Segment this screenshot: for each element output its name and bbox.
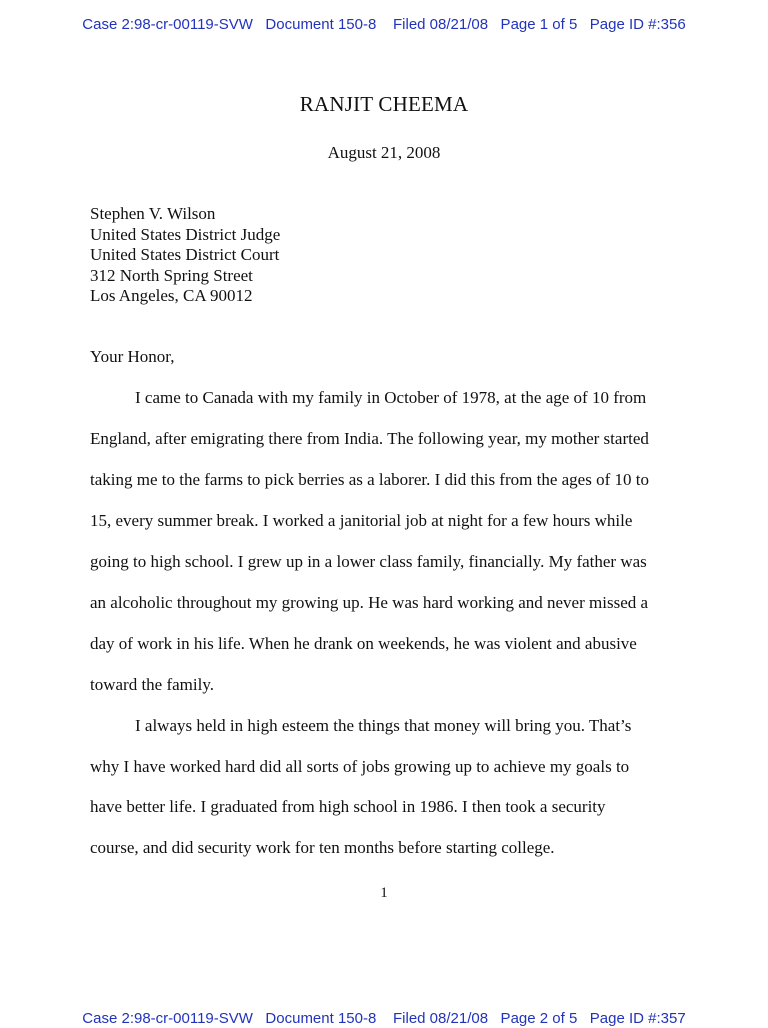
- filing-header: Case 2:98-cr-00119-SVW Document 150-8 Filed 08/21/08 Page 2 of 5 Page ID #:357: [82, 1010, 686, 1027]
- letter-date: August 21, 2008: [327, 143, 441, 162]
- body-text-line: I always held in high esteem the things that money will bring you. That’s: [135, 716, 632, 735]
- body-text-line: England, after emigrating there from India. The following year, my mother started: [90, 429, 649, 448]
- body-text-line: course, and did security work for ten months before starting college.: [90, 838, 555, 857]
- address-line: United States District Judge: [90, 224, 281, 244]
- body-text-line: have better life. I graduated from high school in 1986. I then took a security: [90, 797, 606, 816]
- address-line: Los Angeles, CA 90012: [90, 286, 253, 305]
- body-text-line: 15, every summer break. I worked a janitorial job at night for a few hours while: [90, 511, 633, 530]
- address-line: Stephen V. Wilson: [90, 204, 216, 223]
- filing-header: Case 2:98-cr-00119-SVW Document 150-8 Filed 08/21/08 Page 1 of 5 Page ID #:356: [82, 16, 686, 33]
- body-text-line: toward the family.: [90, 675, 214, 694]
- salutation: Your Honor,: [90, 347, 175, 366]
- body-text-line: taking me to the farms to pick berries as a laborer. I did this from the ages of 10 to: [90, 470, 649, 489]
- address-line: United States District Court: [90, 245, 280, 264]
- letter-title: RANJIT CHEEMA: [299, 92, 469, 116]
- body-text-line: going to high school. I grew up in a lower class family, financially. My father was: [90, 552, 647, 571]
- page-number: 1: [380, 885, 388, 901]
- address-line: 312 North Spring Street: [90, 265, 253, 285]
- body-text-line: why I have worked hard did all sorts of jobs growing up to achieve my goals to: [90, 757, 630, 776]
- body-text-line: day of work in his life. When he drank on weekends, he was violent and abusive: [90, 634, 637, 653]
- body-text-line: an alcoholic throughout my growing up. He was hard working and never missed a: [90, 593, 649, 612]
- recipient-address: [90, 204, 280, 307]
- body-text-line: I came to Canada with my family in October of 1978, at the age of 10 from: [135, 388, 647, 407]
